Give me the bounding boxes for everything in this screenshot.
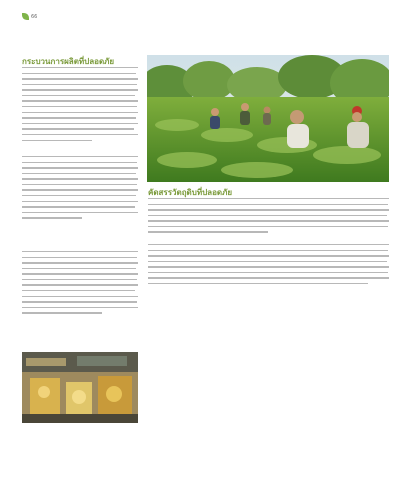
left-section-heading: กระบวนการผลิตที่ปลอดภัย: [22, 57, 115, 66]
page-number-text: 66: [31, 13, 38, 20]
farm-photo-svg: [147, 55, 389, 182]
factory-photo-svg: [22, 352, 138, 423]
right-section-heading: คัดสรรวัตถุดิบที่ปลอดภัย: [148, 188, 233, 197]
farm-workers-photo: [147, 55, 389, 182]
left-paragraph-1: [22, 67, 138, 145]
right-paragraph-1: [148, 198, 389, 237]
right-paragraph-2: [148, 244, 389, 289]
left-paragraph-3: [22, 251, 138, 318]
leaf-icon: [22, 13, 29, 20]
left-paragraph-2: [22, 156, 138, 223]
factory-processing-photo: [22, 352, 138, 423]
page-number: [22, 13, 37, 20]
